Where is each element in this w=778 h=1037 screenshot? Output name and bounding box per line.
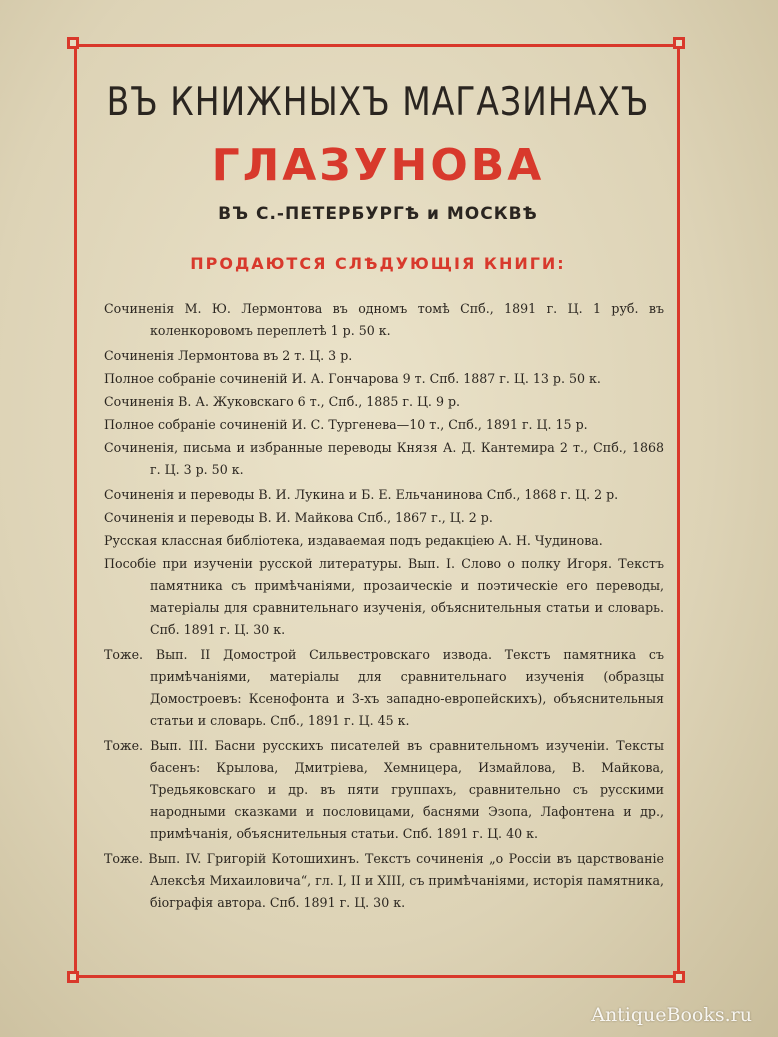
heading-glazunov: ГЛАЗУНОВА [211, 140, 545, 191]
list-item: Сочиненія М. Ю. Лермонтова въ одномъ томѣ Спб., 1891 г. Ц. 1 руб. въ коленкоровомъ переплетѣ 1 р. 50 к. [104, 301, 664, 338]
list-item: Русская классная библіотека, издаваемая подъ редакціею А. Н. Чудинова. [104, 533, 603, 548]
frame-corner-top-left [67, 37, 79, 49]
frame-corner-top-right [673, 37, 685, 49]
frame-corner-bottom-right [673, 971, 685, 983]
list-item: Полное собраніе сочиненій И. А. Гончарова 9 т. Спб. 1887 г. Ц. 13 р. 50 к. [104, 371, 601, 386]
list-item: Сочиненія Лермонтова въ 2 т. Ц. 3 р. [104, 348, 353, 363]
frame-corner-bottom-left [67, 971, 79, 983]
list-item: Сочиненія, письма и избранные переводы Князя А. Д. Кантемира 2 т., Спб., 1868 г. Ц. 3 р. 50 к. [104, 440, 664, 477]
list-item: Тоже. Вып. III. Басни русскихъ писателей въ сравнительномъ изученіи. Тексты басенъ: Крылова, Дмитріева, Хемницера, Измайлова, В. Майкова, Тредьяковскаго и др. въ пяти группахъ, сравнительно съ русскими народными сказками и пословицами, баснями Эзопа, Лафонтена и др., примѣчанія, объяснительныя статьи. Спб. 1891 г. Ц. 40 к. [104, 738, 664, 841]
list-item: Сочиненія и переводы В. И. Майкова Спб., 1867 г., Ц. 2 р. [104, 510, 493, 525]
list-item: Сочиненія В. А. Жуковскаго 6 т., Спб., 1885 г. Ц. 9 р. [104, 394, 461, 409]
list-item: Полное собраніе сочиненій И. С. Тургенева—10 т., Спб., 1891 г. Ц. 15 р. [104, 417, 588, 432]
list-item: Сочиненія и переводы В. И. Лукина и Б. Е. Ельчанинова Спб., 1868 г. Ц. 2 р. [104, 487, 619, 502]
watermark: AntiqueBooks.ru [591, 1004, 752, 1026]
heading-cities: ВЪ С.-ПЕТЕРБУРГѢ и МОСКВѢ [218, 204, 538, 224]
list-item: Тоже. Вып. II Домострой Сильвестровскаго извода. Текстъ памятника съ примѣчаніями, матеріалы для сравнительнаго изученія (образцы Домостроевъ: Ксенофонта и 3-хъ западно-европейскихъ), объяснительныя статьи и словарь. Спб., 1891 г. Ц. 45 к. [104, 647, 664, 728]
list-item: Пособіе при изученіи русской литературы. Вып. I. Слово о полку Игоря. Текстъ памятника съ примѣчаніями, прозаическіе и поэтическіе его переводы, матеріалы для сравнительнаго изученія, объяснительныя статьи и словарь. Спб. 1891 г. Ц. 30 к. [104, 556, 664, 637]
heading-books-on-sale: ПРОДАЮТСЯ СЛѢДУЮЩІЯ КНИГИ: [190, 254, 566, 273]
book-list [104, 298, 664, 917]
list-item: Тоже. Вып. IV. Григорій Котошихинъ. Текстъ сочиненія „о Россіи въ царствованіе Алексѣя Михаиловича“, гл. I, II и XIII, съ примѣчаніями, исторія памятника, біографія автора. Спб. 1891 г. Ц. 30 к. [104, 851, 664, 910]
heading-bookstores: ВЪ КНИЖНЫХЪ МАГАЗИНАХЪ [106, 78, 650, 125]
